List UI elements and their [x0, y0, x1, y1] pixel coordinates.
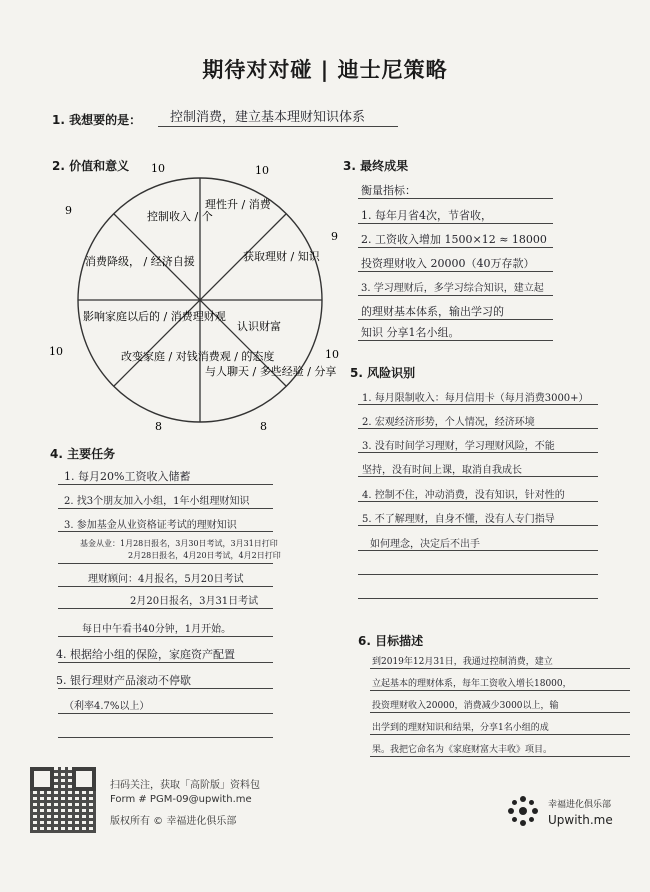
wedge-2-text: 理性升 / 消费 [205, 198, 271, 211]
section-1-answer: 控制消费，建立基本理财知识体系 [170, 110, 366, 125]
risk-line: 5. 不了解理财，自身不懂，没有人专门指导 [362, 514, 555, 525]
section-3-label: 3. 最终成果 [343, 159, 409, 173]
risk-line: 1. 每月限制收入：每月信用卡（每月消费3000+） [362, 393, 589, 404]
rule [358, 525, 598, 526]
task-line: 理财顾问：4月报名，5月20日考试 [88, 574, 244, 585]
rule [58, 688, 273, 689]
goal-line: 到2019年12月31日，我通过控制消费，建立 [372, 657, 553, 667]
wedge-score-1: 10 [151, 162, 165, 175]
task-line: 2月28日报名，4月20日考试，4月2日打印 [128, 551, 281, 560]
rule [58, 531, 273, 532]
outcome-line: 知识 分享1名小组。 [361, 326, 460, 339]
wedge-7-text: 影响家庭以后的 / 消费理财观 [83, 310, 226, 323]
wedge-5-text: 与人聊天 / 多些经验 / 分享 [205, 365, 337, 378]
task-line: 基金从业：1月28日报名，3月30日考试，3月31日打印 [80, 539, 278, 548]
rule [370, 668, 630, 669]
rule [370, 690, 630, 691]
rule [58, 484, 273, 485]
risk-line: 2. 宏观经济形势，个人情况，经济环境 [362, 417, 535, 428]
outcome-line: 1. 每年月省4次，节省收， [361, 209, 492, 222]
wedge-3-text: 获取理财 / 知识 [243, 250, 320, 263]
rule [370, 734, 630, 735]
rule [58, 586, 273, 587]
task-line: 每日中午看书40分钟，1月开始。 [82, 624, 232, 635]
task-line: 2月20日报名，3月31日考试 [130, 596, 259, 607]
wedge-score-2: 10 [255, 164, 269, 177]
wedge-score-6: 8 [155, 420, 162, 433]
wedge-score-8: 9 [65, 204, 72, 217]
brand-flower-icon [505, 793, 541, 829]
rule [358, 247, 553, 248]
task-line: （利率4.7%以上） [64, 701, 150, 712]
task-line: 1. 每月20%工资收入储蓄 [64, 470, 191, 483]
rule [58, 636, 273, 637]
rule [358, 550, 598, 551]
risk-line: 如何理念，决定后不出手 [370, 539, 480, 550]
wedge-4-text: 认识财富 [237, 320, 281, 333]
rule [358, 223, 553, 224]
section-5-label: 5. 风险识别 [350, 366, 416, 380]
rule [358, 404, 598, 405]
task-line: 4. 根据给小组的保险，家庭资产配置 [56, 648, 235, 661]
footer-scan-text: 扫码关注，获取「高阶版」资料包 [110, 780, 260, 791]
rule [58, 662, 273, 663]
outcome-line: 3. 学习理财后，多学习综合知识，建立起 [361, 283, 544, 294]
section-4-label: 4. 主要任务 [50, 447, 116, 461]
wedge-score-5: 8 [260, 420, 267, 433]
task-line: 5. 银行理财产品滚动不停歇 [56, 674, 191, 687]
outcome-line: 投资理财收入 20000（40万存款） [361, 257, 535, 270]
wedge-score-7: 10 [49, 345, 63, 358]
rule [370, 756, 630, 757]
rule [358, 340, 553, 341]
goal-line: 立起基本的理财体系，每年工资收入增长18000， [372, 679, 572, 689]
risk-line: 坚持，没有时间上课，取消自我成长 [362, 465, 522, 476]
rule [358, 452, 598, 453]
footer-copyright: 版权所有 © 幸福进化俱乐部 [110, 816, 237, 827]
goal-line: 果。我把它命名为《家庭财富大丰收》项目。 [372, 745, 553, 755]
rule [358, 319, 553, 320]
rule [358, 501, 598, 502]
goal-line: 出学到的理财知识和结果，分享1名小组的成 [372, 723, 549, 733]
rule [358, 574, 598, 575]
rule [358, 428, 598, 429]
rule [58, 608, 273, 609]
section-1-label: 1. 我想要的是： [52, 113, 142, 127]
rule [358, 598, 598, 599]
brand-name-cn: 幸福进化俱乐部 [548, 800, 612, 810]
qr-code[interactable] [30, 767, 96, 833]
outcome-line: 的理财基本体系，输出学习的 [361, 305, 504, 318]
wedge-score-3: 9 [331, 230, 338, 243]
rule [358, 295, 553, 296]
rule [370, 712, 630, 713]
section-1-underline [158, 126, 398, 127]
rule [58, 737, 273, 738]
rule [58, 563, 273, 564]
page-title: 期待对对碰 | 迪士尼策略 [202, 58, 448, 82]
rule [358, 476, 598, 477]
wedge-8-text: 消费降级， / 经济自援 [85, 255, 195, 268]
rule [358, 198, 553, 199]
rule [58, 508, 273, 509]
section-2-label: 2. 价值和意义 [52, 159, 130, 173]
outcome-line: 2. 工资收入增加 1500×12 ≈ 18000 [361, 233, 547, 246]
rule [358, 271, 553, 272]
section-6-label: 6. 目标描述 [358, 634, 424, 648]
task-line: 3. 参加基金从业资格证考试的理财知识 [64, 520, 237, 531]
wedge-score-4: 10 [325, 348, 339, 361]
rule [58, 713, 273, 714]
task-line: 2. 找3个朋友加入小组，1年小组理财知识 [64, 496, 250, 507]
wedge-1-text: 控制收入 / 个 [147, 210, 213, 223]
risk-line: 3. 没有时间学习理财，学习理财风险，不能 [362, 441, 555, 452]
outcome-line: 衡量指标： [361, 184, 416, 197]
goal-line: 投资理财收入20000，消费减少3000以上，输 [372, 701, 559, 711]
brand-name-en: Upwith.me [548, 813, 613, 827]
footer-form-text: Form # PGM-09@upwith.me [110, 794, 252, 805]
wedge-6-text: 改变家庭 / 对钱消费观 / 的态度 [121, 350, 275, 363]
risk-line: 4. 控制不住，冲动消费，没有知识，针对性的 [362, 490, 565, 501]
